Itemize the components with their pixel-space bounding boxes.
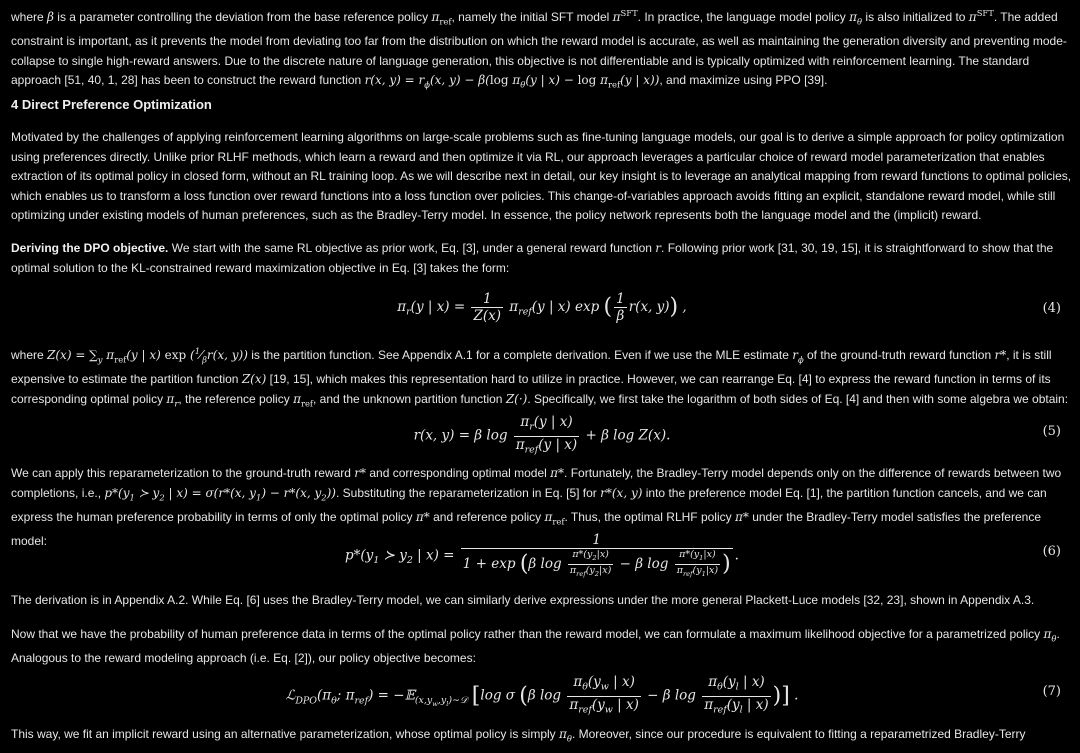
equation-6 <box>11 532 1073 580</box>
equation-7-number: (7) <box>1042 684 1061 699</box>
equation-5-body: r(x, y) = β log $\frac{\pi_r(y | x)}{\pi_{ref}(y | x)}$ + β log Z(x). <box>413 414 671 456</box>
equation-4-number: (4) <box>1042 301 1061 316</box>
equation-5 <box>11 414 1073 454</box>
paragraph-partition: where $Z(x) = \sum_y$ $\pi_{ref}(y$ | x) $\exp (^1⁄_\beta r(x$, y)) is the partition function. See Appendix A.1 for a complete derivation. Even if we use the MLE estimate $r_\phi$ of the ground-truth reward function r*, it is still expensive to estimate the partition function Z(x) [19, 15], which makes this representation hard to utilize in practice. However, we can rearrange Eq. [4] to express the reward function in terms of its corresponding optimal policy $\pi_r$, the reference policy $\pi_{ref}$, and the unknown partition function Z(·). Specifically, we first take the logarithm of both sides of Eq. [4] and then with some algebra we obtain: <box>11 346 1069 408</box>
equation-5-number: (5) <box>1042 424 1061 439</box>
paragraph-intro: where β is a parameter controlling the deviation from the base reference policy $\pi_{ref}$, namely the initial SFT model $\pi^{SFT}$. In practice, the language model policy $\pi_\theta$ is also initialized to $\pi^{SFT}$. The added constraint is important, as it prevents the model from deviating too far from the distribution on which the reward model is accurate, as well as maintaining the generation diversity and preventing mode-collapse to single high-reward answers. Due to the discrete nature of language generation, this objective is not differentiable and is typically optimized with reinforcement learning. The standard approach [51, 40, 1, 28] has been to construct the reward function r(x, $y) = r_\phi(x$, y) − β(log $\pi_\theta(y$ | $x) - \log \pi_{ref}(y$ | x)), and maximize using PPO [39]. <box>11 8 1067 90</box>
paragraph-mle: Now that we have the probability of human preference data in terms of the optimal policy rather than the reward model, we can formulate a maximum likelihood objective for a parametrized policy $\pi_\theta$. Analogous to the reward modeling approach (i.e. Eq. [2]), our policy objective becomes: <box>11 627 1060 665</box>
paragraph-reparameterization: We can apply this reparameterization to the ground-truth reward r* and corresponding optimal model π*. Fortunately, the Bradley-Terry model depends only on the difference of rewards between two completions, i.e., $p*(y_1$ ≻ $y_2$ | x) = σ(r*(x, $y_1) - r*(x$, $y_2$)). Substituting the reparameterization in Eq. [5] for r*(x, y) into the preference model Eq. [1], the partition function cancels, and we can express the human preference probability in terms of only the optimal policy π* and reference policy $\pi_{ref}$. Thus, the optimal RLHF policy π* under the Bradley-Terry model satisfies the preference model: <box>11 466 1062 548</box>
section-heading: 4 Direct Preference Optimization <box>11 97 212 112</box>
paragraph-final: This way, we fit an implicit reward using an alternative parameterization, whose optimal policy is simply $\pi_\theta$. Moreover, since our procedure is equivalent to fitting a reparametrized Bradley-Terry <box>11 727 1026 744</box>
equation-6-number: (6) <box>1042 544 1061 559</box>
equation-7-body: $ℒ_{DPO}(\pi_\theta$; $\pi_{ref}$) = −𝔼$_{(x,y_w,y_l)\sim 𝒟}$ [log σ (β log $\frac{\pi_\theta(y_w | x)}{\pi_{ref}(y_w | x)}$ − β log $\frac{\pi_\theta(y_l | x)}{\pi_{ref}(y_l | x)}$ )] . <box>285 674 799 716</box>
equation-7 <box>11 674 1073 714</box>
paragraph-derivation-appendix: The derivation is in Appendix A.2. While Eq. [6] uses the Bradley-Terry model, we can similarly derive expressions under the more general Plackett-Luce models [32, 23], shown in Appendix A.3. <box>11 593 1035 607</box>
equation-4-body: $\pi_r(y$ | x) = $\frac{1}{Z(x)}$ $\pi_{ref}(y$ | x) exp ( $\frac{1}{\beta}$ r(x, y)) , <box>397 291 687 324</box>
equation-6-body: $p*(y_1$ ≻ $y_2$ | x) = 1 1 + exp (β log $\frac{\pi*(y_2|x)}{\pi_{ref}(y_2|x)}$ − β log $\frac{\pi*(y_1|x)}{\pi_{ref}(y_1|x)}$ ) . <box>345 532 739 578</box>
paragraph-deriving: Deriving the DPO objective. We start with the same RL objective as prior work, Eq. [3], under a general reward function r. Following prior work [31, 30, 19, 15], it is straightforward to show that the optimal solution to the KL-constrained reward maximization objective in Eq. [3] takes the form: <box>11 241 1054 275</box>
paragraph-motivation: Motivated by the challenges of applying reinforcement learning algorithms on large-scale problems such as fine-tuning language models, our goal is to derive a simple approach for policy optimization using preferences directly. Unlike prior RLHF methods, which learn a reward and then optimize it via RL, our approach leverages a particular choice of reward model parameterization that enables extraction of its optimal policy in closed form, without an RL training loop. As we will describe next in detail, our key insight is to leverage an analytical mapping from reward functions to optimal policies, which enables us to transform a loss function over reward functions into a loss function over policies. This change-of-variables approach avoids fitting an explicit, standalone reward model, while still optimizing under existing models of human preferences, such as the Bradley-Terry model. In essence, the policy network represents both the language model and the (implicit) reward. <box>11 130 1072 223</box>
equation-4 <box>11 291 1073 331</box>
